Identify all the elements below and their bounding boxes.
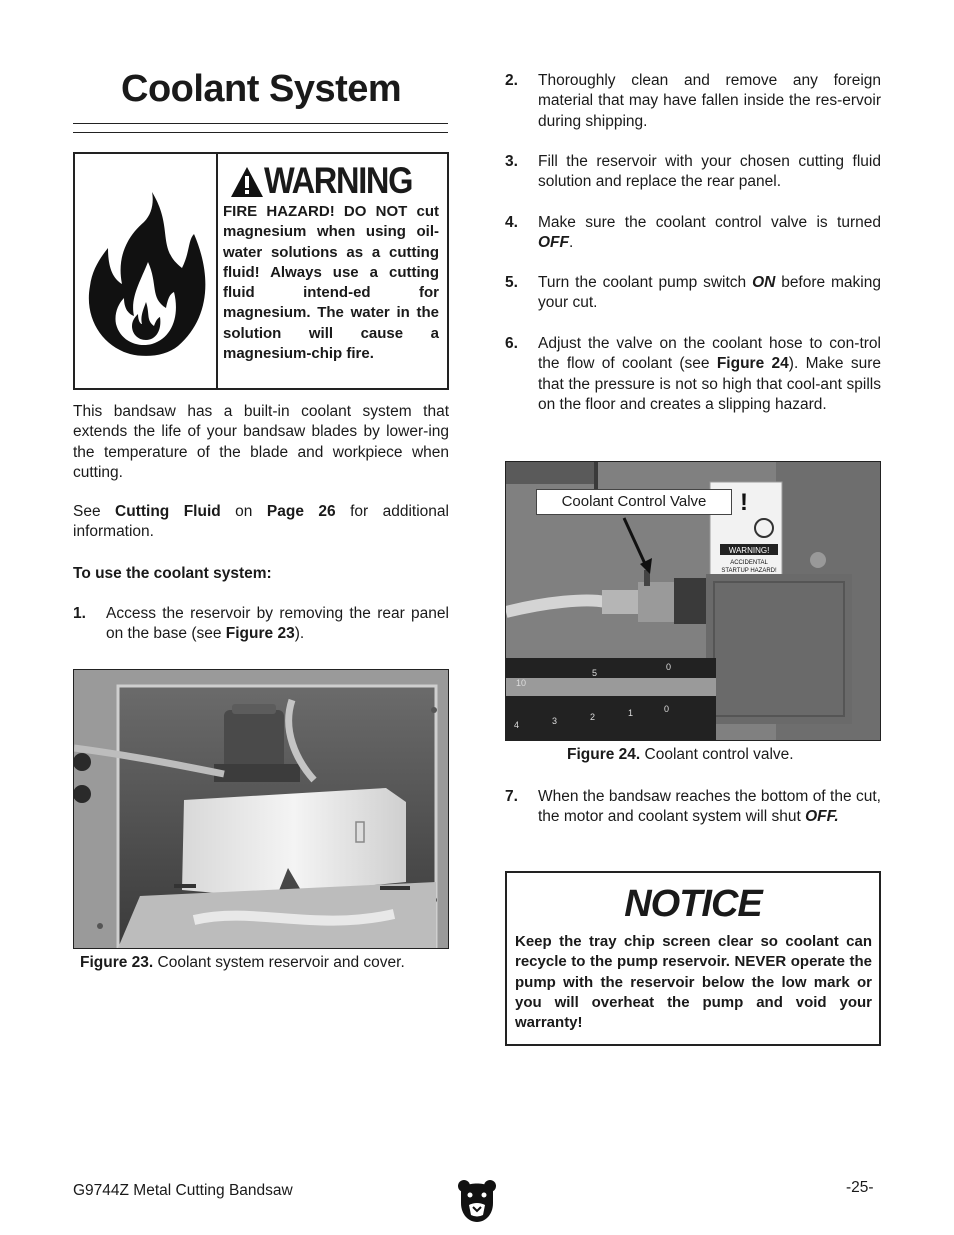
step-3-number: 3. [505,153,518,170]
grizzly-bear-logo-icon [457,1177,497,1223]
scale-top-0: 0 [666,662,672,672]
step-2-text: Thoroughly clean and remove any foreign material that may have fallen inside the res-ervoir during shipping. [538,72,881,130]
footer-model: G9744Z Metal Cutting Bandsaw [73,1182,293,1199]
warning-label: WARNING [264,160,413,201]
figure-23-ref: Figure 23 [225,625,295,643]
step-6-text: Adjust the valve on the coolant hose to con-trol the flow of coolant (see Figure 24). Make sure that the pressure is not so high that cool-ant spills on the floor and creates a slipping hazard. [538,335,881,414]
step-6-number: 6. [505,335,518,352]
page-title: Coolant System [121,68,402,110]
scale-bottom-2: 2 [590,712,596,722]
sticker-line-1: ACCIDENTAL [730,560,768,566]
page-26-ref: Page 26 [266,503,336,520]
figure-23-photo [73,669,449,949]
notice-text: Keep the tray chip screen clear so coolant can recycle to the pump reservoir. NEVER operate the pump with the reservoir below the low mark or you will overheat the pump and void your warranty! [515,933,872,1032]
warning-header [228,162,443,200]
scale-bottom-0: 0 [664,704,670,714]
scale-bottom-3: 3 [552,716,558,726]
figure-24-caption: Figure 24. Coolant control valve. [567,746,794,763]
subheading: To use the coolant system: [73,565,272,582]
step-2-number: 2. [505,72,518,89]
intro-paragraph: This bandsaw has a built-in coolant system that extends the life of your bandsaw blades by lower-ing the temperature of the blade and workpiece when cutting. [73,403,449,482]
sticker-line-2: STARTUP HAZARD! [721,568,777,574]
step-1-text: Access the reservoir by removing the rear panel on the base (see Figure 23). [106,605,449,643]
reservoir-illustration [74,670,449,949]
svg-text:!: ! [740,489,748,516]
sticker-warning: WARNING! [728,546,770,555]
step-5-text: Turn the coolant pump switch ON before making your cut. [538,274,881,312]
step-4-number: 4. [505,214,518,231]
notice-box [505,871,881,1046]
warning-text: FIRE HAZARD! DO NOT cut magnesium when using oil-water solutions as a cutting fluid! Always use a cutting fluid intend-ed for magnesium. The water in the solution will cause a magnesium-chip fire. [223,203,439,363]
flame-cell [75,154,218,388]
title-rule-top [73,123,448,124]
see-paragraph: See Cutting Fluid on Page 26 for additional information. [73,503,449,541]
step-3-text: Fill the reservoir with your chosen cutting fluid solution and replace the rear panel. [538,153,881,191]
title-rule-bottom [73,132,448,133]
scale-top-10: 10 [516,678,527,688]
step-1-number: 1. [73,605,86,622]
scale-bottom-1: 1 [628,708,634,718]
step-4-text: Make sure the coolant control valve is turned OFF. [538,214,881,252]
coolant-control-valve-callout: Coolant Control Valve [536,489,732,515]
notice-title: NOTICE [624,883,762,925]
figure-24-ref: Figure 24 [716,355,789,373]
step-7-number: 7. [505,788,518,805]
scale-top-5: 5 [592,668,598,678]
warning-triangle-icon [230,166,264,198]
fire-hazard-icon [86,190,208,360]
scale-bottom-4: 4 [514,720,520,730]
step-5-number: 5. [505,274,518,291]
warning-box [73,152,449,390]
page-number: -25- [846,1179,874,1196]
cutting-fluid-ref: Cutting Fluid [115,503,221,520]
figure-23-caption: Figure 23. Coolant system reservoir and cover. [80,954,405,971]
step-7-text: When the bandsaw reaches the bottom of the cut, the motor and coolant system will shut OFF. [538,788,881,826]
